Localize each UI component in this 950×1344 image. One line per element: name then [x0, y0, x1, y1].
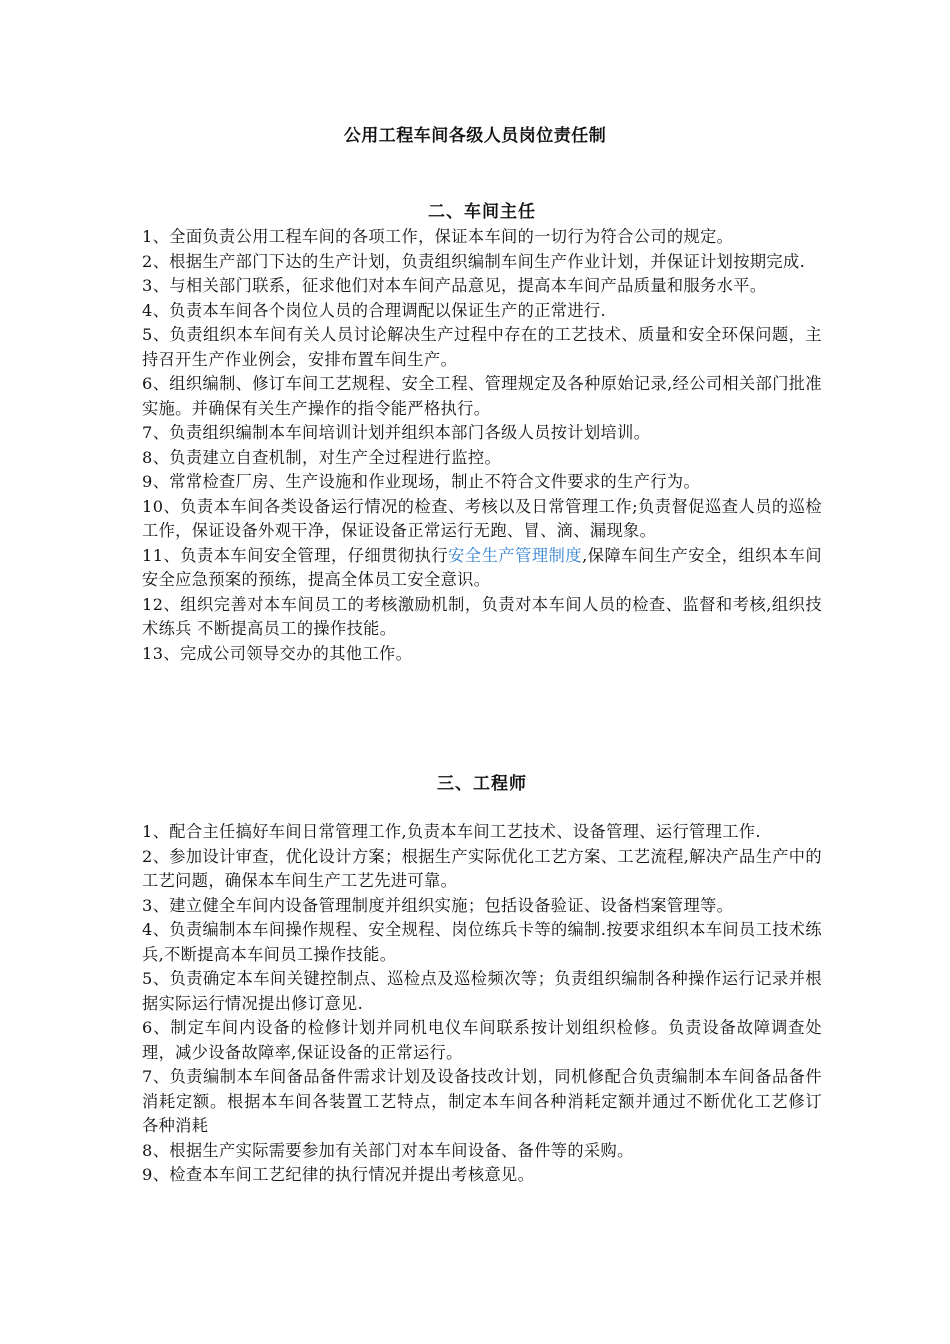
director-duty-item: 1、全面负责公用工程车间的各项工作，保证本车间的一切行为符合公司的规定。: [142, 227, 734, 246]
engineer-duty-item: 7、负责编制本车间备品备件需求计划及设备技改计划，同机修配合负责编制本车间备品备件消耗定额。根据本车间各装置工艺特点，制定本车间各种消耗定额并通过不断优化工艺修订各种消耗: [142, 1067, 822, 1135]
safety-item-text-before: 11、负责本车间安全管理，仔细贯彻执行: [142, 545, 449, 565]
safety-item-text-after: ,保障车间生产安全，组织本车间安全应急预案的预练，提高全体员工安全意识。: [142, 545, 822, 589]
engineer-duty-item: 1、配合主任搞好车间日常管理工作,负责本车间工艺技术、设备管理、运行管理工作.: [142, 822, 761, 841]
section-heading-director: 二、车间主任: [428, 202, 536, 222]
director-duty-item: 12、组织完善对本车间员工的考核激励机制，负责对本车间人员的检查、监督和考核,组织技术练兵 不断提高员工的操作技能。: [142, 594, 822, 638]
director-duty-item: 6、组织编制、修订车间工艺规程、安全工程、管理规定及各种原始记录,经公司相关部门批准实施。并确保有关生产操作的指令能严格执行。: [142, 374, 822, 418]
director-duty-item: 8、负责建立自查机制，对生产全过程进行监控。: [142, 447, 502, 467]
director-duty-item: 7、负责组织编制本车间培训计划并组织本部门各级人员按计划培训。: [142, 423, 651, 442]
section-heading-engineer: 三、工程师: [437, 774, 527, 794]
director-duty-item: 4、负责本车间各个岗位人员的合理调配以保证生产的正常进行.: [142, 300, 607, 320]
director-duty-item: 5、负责组织本车间有关人员讨论解决生产过程中存在的工艺技术、质量和安全环保问题，主持召开生产作业例会，安排布置车间生产。: [142, 325, 822, 369]
director-duty-item: 3、与相关部门联系，征求他们对本车间产品意见，提高本车间产品质量和服务水平。: [142, 276, 767, 295]
engineer-duty-item: 5、负责确定本车间关键控制点、巡检点及巡检频次等；负责组织编制各种操作运行记录并根据实际运行情况提出修订意见.: [142, 969, 822, 1013]
engineer-duty-item: 3、建立健全车间内设备管理制度并组织实施；包括设备验证、设备档案管理等。: [142, 895, 734, 915]
director-duty-item: 13、完成公司领导交办的其他工作。: [142, 643, 413, 663]
document-title: 公用工程车间各级人员岗位责任制: [343, 126, 607, 146]
engineer-duty-list: [142, 820, 822, 1188]
section-engineer: [142, 772, 822, 1188]
safety-management-link[interactable]: 安全生产管理制度: [448, 545, 583, 565]
section-director: [142, 200, 822, 666]
engineer-duty-item: 4、负责编制本车间操作规程、安全规程、岗位练兵卡等的编制.按要求组织本车间员工技术练兵,不断提高本车间员工操作技能。: [142, 920, 822, 964]
engineer-duty-item: 6、制定车间内设备的检修计划并同机电仪车间联系按计划组织检修。负责设备故障调查处理，减少设备故障率,保证设备的正常运行。: [142, 1018, 822, 1062]
engineer-duty-item: 8、根据生产实际需要参加有关部门对本车间设备、备件等的采购。: [142, 1140, 634, 1160]
director-duty-item: 10、负责本车间各类设备运行情况的检查、考核以及日常管理工作;负责督促巡查人员的巡检工作，保证设备外观干净，保证设备正常运行无跑、冒、滴、漏现象。: [142, 496, 822, 540]
director-duty-item-safety: [142, 544, 822, 593]
engineer-duty-item: 2、参加设计审查，优化设计方案；根据生产实际优化工艺方案、工艺流程,解决产品生产中的工艺问题，确保本车间生产工艺先进可靠。: [142, 846, 822, 890]
director-duty-item: 2、根据生产部门下达的生产计划，负责组织编制车间生产作业计划，并保证计划按期完成.: [142, 251, 806, 271]
director-duty-list: [142, 225, 822, 666]
director-duty-item: 9、常常检查厂房、生产设施和作业现场，制止不符合文件要求的生产行为。: [142, 472, 701, 491]
engineer-duty-item: 9、检查本车间工艺纪律的执行情况并提出考核意见。: [142, 1165, 535, 1184]
